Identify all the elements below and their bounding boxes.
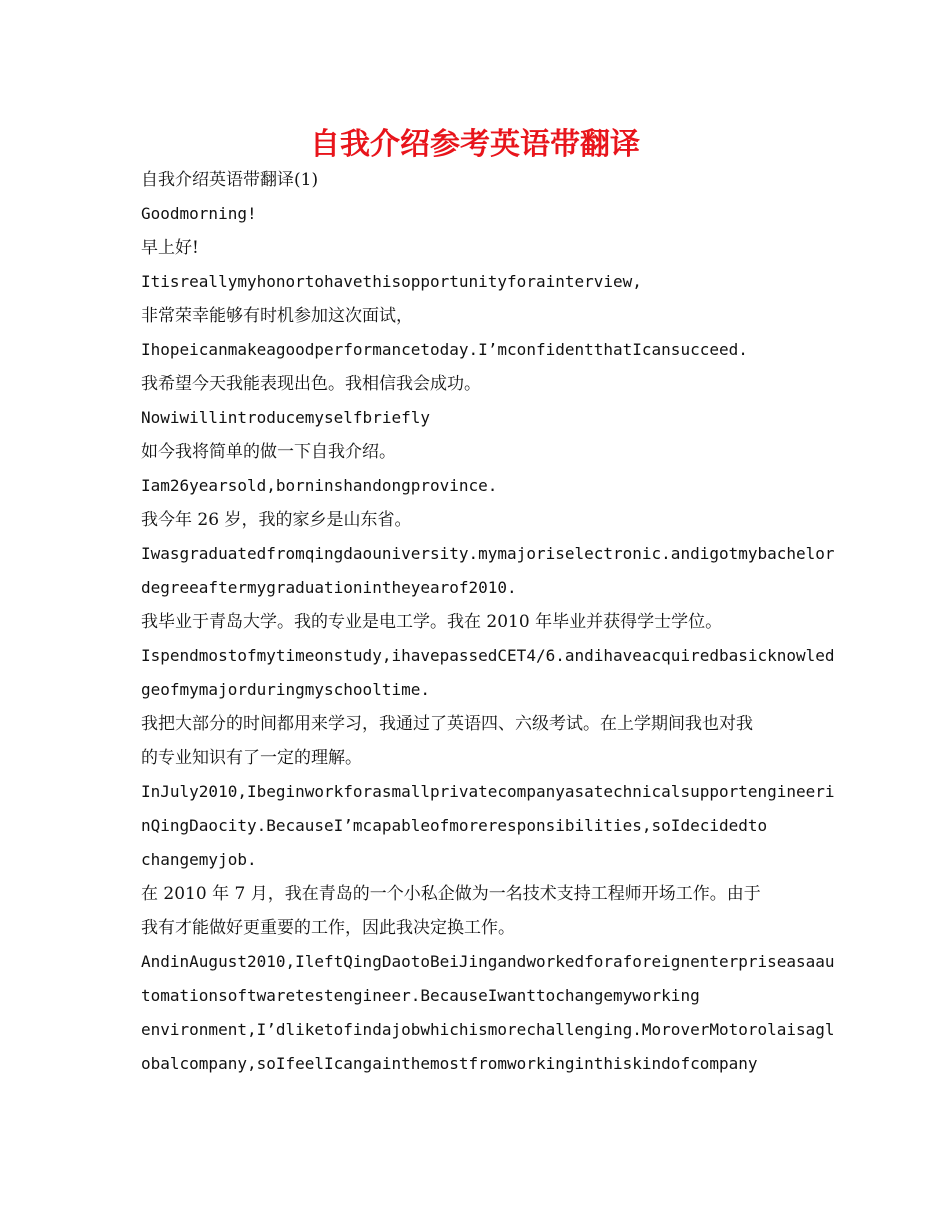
text-line-en: nQingDaocity.BecauseI’mcapableofmoreresponsibilities,soIdecidedto bbox=[141, 816, 768, 835]
text-line-zh: 我毕业于青岛大学。我的专业是电工学。我在 2010 年毕业并获得学士学位。 bbox=[141, 612, 723, 632]
text-line-zh: 我希望今天我能表现出色。我相信我会成功。 bbox=[141, 374, 481, 394]
text-line-en: Iam26yearsold,borninshandongprovince. bbox=[141, 476, 498, 495]
text-line-en: AndinAugust2010,IleftQingDaotoBeiJingandworkedforaforeignenterpriseasaau bbox=[141, 952, 835, 971]
text-line-en: Iwasgraduatedfromqingdaouniversity.mymajoriselectronic.andigotmybachelor bbox=[141, 544, 835, 563]
text-line-zh: 我有才能做好更重要的工作，因此我决定换工作。 bbox=[141, 918, 515, 938]
text-line-en: Goodmorning! bbox=[141, 204, 257, 223]
text-line-zh: 早上好! bbox=[141, 238, 199, 258]
text-line-en: InJuly2010,Ibeginworkforasmallprivatecompanyasatechnicalsupportengineeri bbox=[141, 782, 835, 801]
text-line-zh: 非常荣幸能够有时机参加这次面试， bbox=[141, 306, 413, 326]
text-line-en: changemyjob. bbox=[141, 850, 257, 869]
text-line-en: degreeaftermygraduationintheyearof2010. bbox=[141, 578, 517, 597]
text-line-zh: 我今年 26 岁，我的家乡是山东省。 bbox=[141, 510, 412, 530]
text-line-zh: 的专业知识有了一定的理解。 bbox=[141, 748, 362, 768]
text-line-en: Ihopeicanmakeagoodperformancetoday.I’mconfidentthatIcansucceed. bbox=[141, 340, 748, 359]
text-line-zh: 在 2010 年 7 月，我在青岛的一个小私企做为一名技术支持工程师开场工作。由于 bbox=[141, 884, 761, 904]
document-title: 自我介绍参考英语带翻译 bbox=[310, 127, 640, 162]
document-body bbox=[141, 163, 835, 1081]
text-line-zh: 如今我将简单的做一下自我介绍。 bbox=[141, 442, 396, 462]
text-line-en: geofmymajorduringmyschooltime. bbox=[141, 680, 430, 699]
text-line-en: Nowiwillintroducemyselfbriefly bbox=[141, 408, 430, 427]
text-line-zh: 我把大部分的时间都用来学习，我通过了英语四、六级考试。在上学期间我也对我 bbox=[141, 714, 753, 734]
text-line-en: obalcompany,soIfeelIcangainthemostfromworkinginthiskindofcompany bbox=[141, 1054, 758, 1073]
section-heading: 自我介绍英语带翻译(1) bbox=[141, 170, 319, 190]
text-line-en: Ispendmostofmytimeonstudy,ihavepassedCET4/6.andihaveacquiredbasicknowled bbox=[141, 646, 835, 665]
text-line-en: tomationsoftwaretestengineer.BecauseIwanttochangemyworking bbox=[141, 986, 700, 1005]
text-line-en: environment,I’dliketofindajobwhichismorechallenging.MoroverMotorolaisagl bbox=[141, 1020, 835, 1039]
text-line-en: Itisreallymyhonortohavethisopportunityforainterview, bbox=[141, 272, 642, 291]
